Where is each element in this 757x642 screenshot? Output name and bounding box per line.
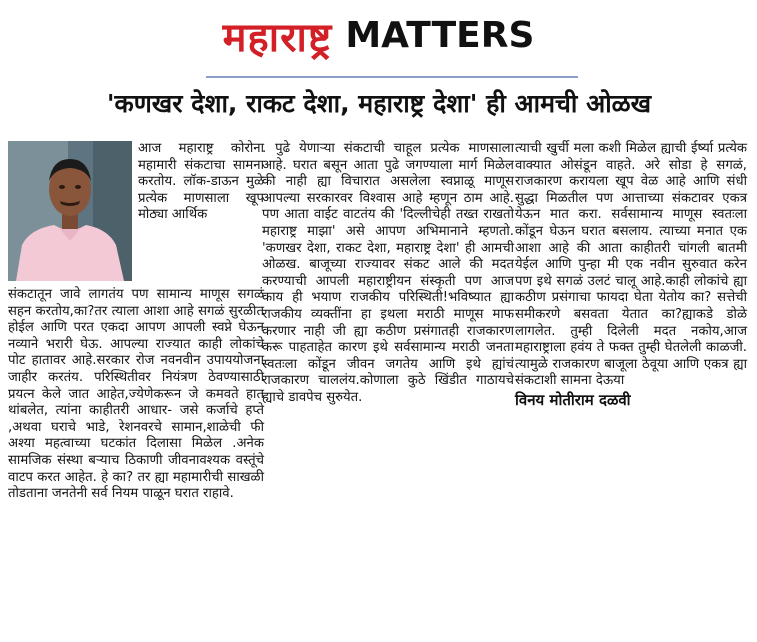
article-text: . पुढे येणाऱ्या संकटाची चाहूल प्रत्येक माणसाला आहे. घरात बसून आता पुढे जगण्याला मार्ग मिळेल की नाही ह्या विचारात असलेला स्वप्नाळू माणूस आपल्या सरकारवर विश्वास आहे म्हणून ठाम आहे. पण आता वाईट वाटतंय की 'दिल्लीचेही तख्त राखतो महाराष्ट्र माझा' असे आपण अभिमानाने म्हणतो. 'कणखर देशा, राकट देशा, महाराष्ट्र देशा' ही आमची ओळख. बाजूच्या राज्यावर संकट आले की मदत करण्याची आपली महाराष्ट्रीयन संस्कृती पण आज काय ही भयाण राजकीय परिस्थिती!भविष्यात ह्या राजकीय व्यक्तींना हा इथला मराठी माणूस माफ करणार नाही जी ह्या कठीण प्रसंगातही राजकारण करू पाहताहेत कारण इथे सर्वसामान्य मराठी जनता स्वतःला कोंडून जीवन जगतेय आणि इथे ह्यांचं राजकारण चाललंय.कोणाला कुठे खिंडीत गाठायचे ह्याचे डावपेच सुरुयेत. <box>262 141 514 405</box>
article-text: आज महाराष्ट्र कोरोना महामारी संकटाचा सामना करतोय. लॉक-डाऊन मुळे प्रत्येक माणसाला खूप मोठ्या आर्थिक <box>138 141 264 223</box>
masthead <box>0 8 757 68</box>
masthead-title-marathi: महाराष्ट्र <box>222 15 333 61</box>
masthead-title-english: MATTERS <box>345 15 535 56</box>
article-column-3 <box>515 141 747 409</box>
article-column-1 <box>8 287 264 503</box>
article-text: संकटातून जावे लागतंय पण सामान्य माणूस सगळं सहन करतोय,का?तर त्याला आशा आहे सगळं सुरळीत होईल आणि परत एकदा आपण आपली स्वप्ने घेऊन नव्याने भरारी घेऊ. आपल्या राज्यात काही लोकांचे पोट हातावर आहे.सरकार रोज नवनवीन उपाययोजना जाहीर करतंय. परिस्थितीवर नियंत्रण ठेवण्यासाठी प्रयत्न केले जात आहेत,ज्येणेकरून जे कमवते हात थांबलेत, त्यांना काहीतरी आधार- जसे कर्जाचे हप्ते ,अथवा घराचे भाडे, रेशनवरचे सामान,शाळेची फी अश्या महत्वाच्या घटकांत दिलासा मिळेल .अनेक सामजिक संस्था बऱ्याच ठिकाणी जीवनावश्यक वस्तूंचे वाटप करत आहेत. हे का? तर ह्या महामारीची साखळी तोडताना जनतेनी सर्व नियम पाळून घरात राहावे. <box>8 287 264 502</box>
article-headline: 'कणखर देशा, राकट देशा, महाराष्ट्र देशा' ही आमची ओळख <box>106 89 652 118</box>
masthead-divider <box>206 76 578 78</box>
article-column-1-top <box>138 141 264 224</box>
article-text: त्याची खुर्ची मला कशी मिळेल ह्याची ईर्ष्या प्रत्येक वाक्यात ओसंडून वाहते. अरे सोडा हे सगळं, राजकारण करायला खूप वेळ आहे आणि संधी सुद्धा मिळतील पण आत्ताच्या संकटावर एकत्र येऊन मात करा. सर्वसामान्य माणूस स्वतःला कोंडून घेऊन घरात बसलाय. त्याच्या मनात एक आशा आहे की आता काहीतरी चांगली बातमी येईल आणि पुन्हा मी एक नवीन सुरुवात करेन पण इथे सगळं उलटं चालू आहे.काही लोकांचे ह्या कठीण प्रसंगाचा फायदा घेता येतोय का? सत्तेची समीकरणे बसवता येतात का?ह्याकडे डोळे लागलेत. तुम्ही दिलेली मदत नकोय,आज महाराष्ट्राला हवंय ते फक्त तुम्ही घेतलेली काळजी. त्यामुळे राजकारण बाजूला ठेवूया आणि एकत्र ह्या संकटाशी सामना देऊया <box>515 141 747 389</box>
author-photo-illustration <box>8 141 132 281</box>
article-column-2 <box>262 141 514 407</box>
author-byline: विनय मोतीराम दळवी <box>515 390 631 409</box>
author-photo <box>8 141 132 281</box>
